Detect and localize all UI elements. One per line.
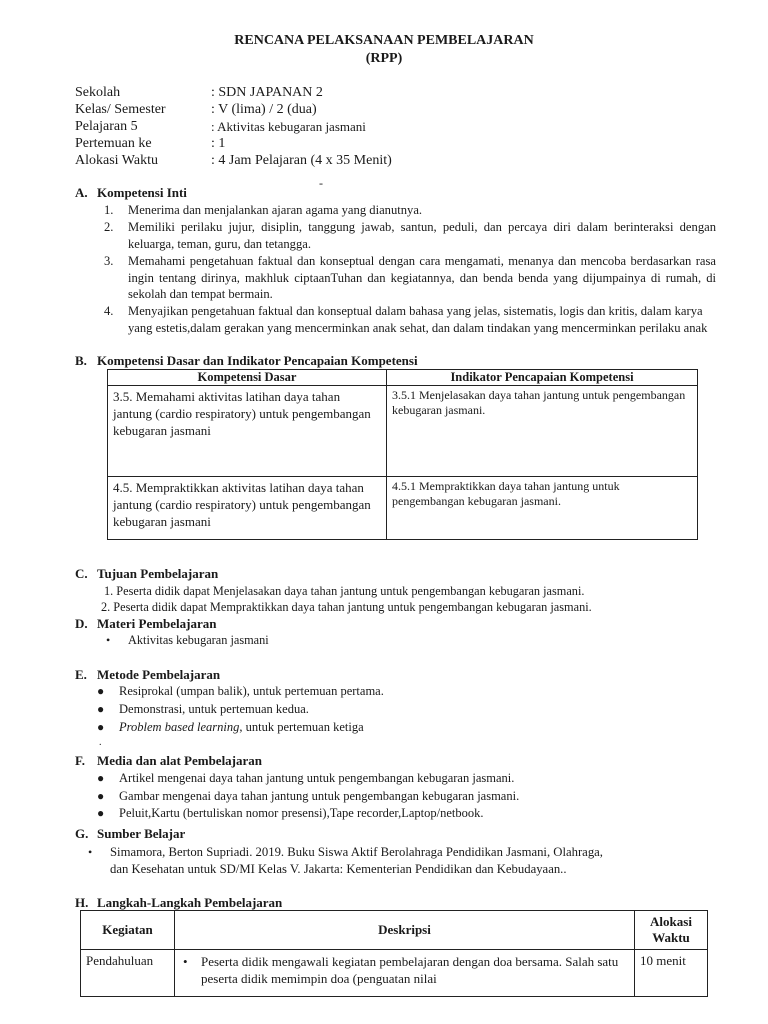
section-title: Kompetensi Inti [97, 185, 187, 200]
section-letter: F. [75, 753, 85, 768]
bullet-icon: ● [97, 771, 105, 785]
list-item [104, 303, 716, 353]
bullet-icon: • [183, 954, 188, 969]
list-text: Aktivitas kebugaran jasmani [128, 633, 269, 647]
list-text [119, 720, 364, 735]
method-rest: , untuk pertemuan ketiga [239, 720, 364, 734]
kegiatan-cell: Pendahuluan [81, 950, 175, 997]
bullet-icon: ● [97, 684, 105, 698]
list-number: 3. [104, 254, 114, 268]
section-d-heading [75, 616, 216, 632]
separator-dash: - [319, 176, 323, 190]
identity-label: Alokasi Waktu [75, 153, 158, 168]
identity-label: Kelas/ Semester [75, 102, 166, 117]
table-row [108, 477, 698, 540]
section-title: Materi Pembelajaran [97, 616, 217, 631]
list-item [104, 253, 716, 303]
table-row [81, 950, 708, 997]
list-text: Gambar mengenai daya tahan jantung untuk pengembangan kebugaran jasmani. [119, 789, 520, 803]
bullet-icon: • [106, 633, 111, 647]
table-header-kegiatan: Kegiatan [81, 911, 175, 950]
alokasi-cell: 10 menit [635, 950, 708, 997]
deskripsi-text: Peserta didik mengawali kegiatan pembelajaran dengan doa bersama. Salah satu peserta didik memimpin doa (penguatan nilai [201, 954, 619, 986]
list-text: Simamora, Berton Supriadi. 2019. Buku Siswa Aktif Berolahraga Pendidikan Jasmani, Olahraga, [110, 845, 603, 859]
identity-label: Pelajaran 5 [75, 119, 138, 134]
table-row [108, 386, 698, 477]
table-header-alokasi: Alokasi Waktu [635, 911, 708, 950]
section-title: Tujuan Pembelajaran [97, 566, 219, 581]
identity-label: Pertemuan ke [75, 136, 152, 151]
table-header-kd: Kompetensi Dasar [108, 370, 387, 386]
deskripsi-cell [175, 950, 635, 997]
bullet-icon: ● [97, 702, 105, 716]
bullet-icon: • [88, 845, 93, 859]
tujuan-item: 2. Peserta didik dapat Mempraktikkan daya tahan jantung untuk pengembangan kebugaran jasmani. [101, 600, 592, 614]
list-item [104, 202, 716, 219]
section-b-heading [75, 353, 418, 369]
section-c-heading [75, 566, 218, 582]
table-header-row [81, 911, 708, 950]
section-letter: B. [75, 353, 87, 368]
list-text: Memiliki perilaku jujur, disiplin, tanggung jawab, santun, peduli, dan percaya diri dalam berinteraksi dengan keluarga, teman, guru, dan tetangga. [128, 220, 716, 251]
identity-value: : SDN JAPANAN 2 [211, 85, 323, 100]
section-title: Sumber Belajar [97, 826, 186, 841]
bullet-icon: ● [97, 789, 105, 803]
list-text: Artikel mengenai daya tahan jantung untuk pengembangan kebugaran jasmani. [119, 771, 515, 785]
identity-value: : 4 Jam Pelajaran (4 x 35 Menit) [211, 153, 392, 168]
table-header-indikator: Indikator Pencapaian Kompetensi [387, 370, 698, 386]
section-h-heading [75, 895, 282, 911]
kd-cell: 3.5. Memahami aktivitas latihan daya tahan jantung (cardio respiratory) untuk pengembangan kebugaran jasmani [108, 386, 387, 477]
identity-value: : 1 [211, 136, 226, 151]
section-a-heading [75, 185, 187, 201]
section-title: Kompetensi Dasar dan Indikator Pencapaian Kompetensi [97, 353, 418, 368]
indikator-cell: 3.5.1 Menjelasakan daya tahan jantung untuk pengembangan kebugaran jasmani. [387, 386, 698, 477]
section-letter: H. [75, 895, 89, 910]
list-number: 1. [104, 203, 114, 217]
list-text: Menyajikan pengetahuan faktual dan konseptual dalam bahasa yang jelas, sistematis, logis dan kritis, dalam karya yang estetis,dalam gerakan yang mencerminkan anak sehat, dan dalam tindakan yang mencerminkan perilaku anak [128, 304, 708, 335]
document-title: RENCANA PELAKSANAAN PEMBELAJARAN [234, 33, 534, 48]
list-text: Demonstrasi, untuk pertemuan kedua. [119, 702, 309, 716]
indikator-cell: 4.5.1 Mempraktikkan daya tahan jantung untuk pengembangan kebugaran jasmani. [387, 477, 698, 540]
table-header-deskripsi: Deskripsi [175, 911, 635, 950]
list-number: 4. [104, 304, 114, 318]
identity-value: : V (lima) / 2 (dua) [211, 102, 317, 117]
section-letter: D. [75, 616, 88, 631]
section-f-heading [75, 753, 262, 769]
identity-label: Sekolah [75, 85, 121, 100]
list-text: Memahami pengetahuan faktual dan konseptual dengan cara mengamati, menanya dan mencoba berdasarkan rasa ingin tentang dirinya, makhluk ciptaanTuhan dan kegiatannya, dan benda benda yang dijumpainya di rumah, di sekolah dan tempat bermain. [128, 254, 716, 301]
kd-cell: 4.5. Mempraktikkan aktivitas latihan daya tahan jantung (cardio respiratory) untuk pengembangan kebugaran jasmani [108, 477, 387, 540]
section-title: Media dan alat Pembelajaran [97, 753, 263, 768]
section-title: Langkah-Langkah Pembelajaran [97, 895, 283, 910]
table-header-row [108, 370, 698, 386]
source-continuation: dan Kesehatan untuk SD/MI Kelas V. Jakarta: Kementerian Pendidikan dan Kebudayaan.. [110, 862, 567, 876]
section-letter: E. [75, 667, 87, 682]
section-letter: A. [75, 185, 88, 200]
list-text: Menerima dan menjalankan ajaran agama yang dianutnya. [128, 203, 423, 217]
tujuan-item: 1. Peserta didik dapat Menjelasakan daya tahan jantung untuk pengembangan kebugaran jasmani. [104, 584, 585, 598]
section-title: Metode Pembelajaran [97, 667, 221, 682]
method-italic: Problem based learning [119, 720, 240, 734]
bullet-icon: ● [97, 720, 105, 734]
section-g-heading [75, 826, 185, 842]
bullet-icon: ● [97, 806, 105, 820]
list-text: Resiprokal (umpan balik), untuk pertemuan pertama. [119, 684, 384, 698]
list-item [104, 219, 716, 253]
list-number: 2. [104, 220, 114, 234]
section-letter: C. [75, 566, 88, 581]
list-text: Peluit,Kartu (bertuliskan nomor presensi),Tape recorder,Laptop/netbook. [119, 806, 484, 820]
section-letter: G. [75, 826, 89, 841]
section-e-heading [75, 667, 220, 683]
identity-value: : Aktivitas kebugaran jasmani [211, 119, 366, 134]
document-subtitle: (RPP) [365, 51, 403, 66]
langkah-table [80, 910, 708, 997]
stray-dot: . [99, 737, 102, 748]
kompetensi-table [107, 369, 698, 540]
